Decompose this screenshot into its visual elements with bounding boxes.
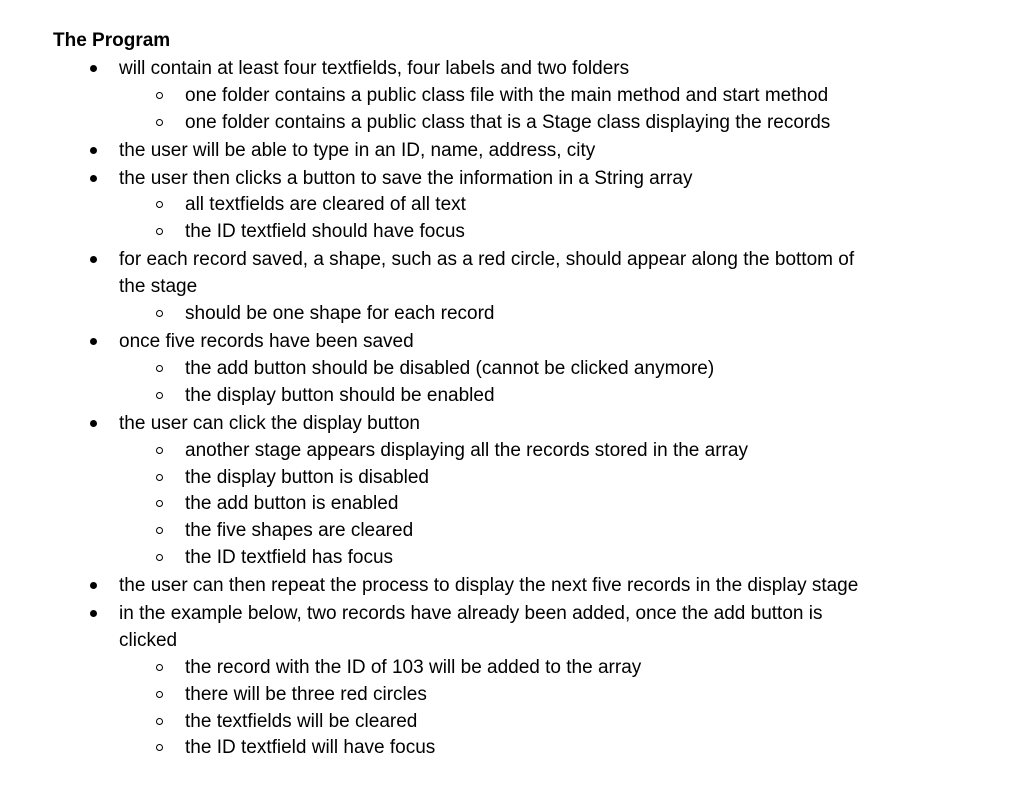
sub-list-item-text: the ID textfield will have focus [185,737,436,758]
sub-list-item-text: another stage appears displaying all the records stored in the array [185,440,748,461]
bullet-icon [87,165,99,192]
list-item-text: in the example below, two records have already been added, once the add button is [119,603,823,624]
sub-list-item-text: the ID textfield should have focus [185,221,465,242]
circle-bullet-icon [153,191,165,218]
list-item-text: the user then clicks a button to save the information in a String array [119,168,693,189]
circle-bullet-icon [153,490,165,517]
circle-bullet-icon [153,654,165,681]
sub-list-item-text: the add button should be disabled (cannot be clicked anymore) [185,358,715,379]
list-item-text: the user will be able to type in an ID, name, address, city [119,140,596,161]
circle-bullet-icon [153,544,165,571]
sub-list-item-text: the ID textfield has focus [185,547,394,568]
sub-list-item-text: the display button should be enabled [185,385,495,406]
circle-bullet-icon [153,109,165,136]
list-item-text: the stage [119,276,198,297]
list-item-text: the user can click the display button [119,413,421,434]
list-item-text: once five records have been saved [119,331,414,352]
sub-list-item-text: the add button is enabled [185,493,399,514]
bullet-icon [87,572,99,599]
bullet-icon [87,600,99,627]
circle-bullet-icon [153,734,165,761]
circle-bullet-icon [153,355,165,382]
list-item-text: for each record saved, a shape, such as a red circle, should appear along the bottom of [119,249,855,270]
bullet-icon [87,410,99,437]
circle-bullet-icon [153,437,165,464]
circle-bullet-icon [153,681,165,708]
document-title: The Program [53,30,171,51]
circle-bullet-icon [153,708,165,735]
sub-list-item-text: the record with the ID of 103 will be added to the array [185,657,642,678]
sub-list-item-text: the display button is disabled [185,467,429,488]
sub-list-item-text: should be one shape for each record [185,303,495,324]
bullet-icon [87,137,99,164]
list-item-text: clicked [119,630,178,651]
sub-list-item-text: all textfields are cleared of all text [185,194,466,215]
circle-bullet-icon [153,82,165,109]
list-item-text: the user can then repeat the process to display the next five records in the display stage [119,575,859,596]
bullet-icon [87,246,99,273]
sub-list-item-text: one folder contains a public class that is a Stage class displaying the records [185,112,831,133]
circle-bullet-icon [153,464,165,491]
sub-list-item-text: there will be three red circles [185,684,427,705]
circle-bullet-icon [153,517,165,544]
sub-list-item-text: the five shapes are cleared [185,520,414,541]
bullet-icon [87,55,99,82]
list-item-text: will contain at least four textfields, four labels and two folders [119,58,630,79]
bullet-icon [87,328,99,355]
sub-list-item-text: one folder contains a public class file with the main method and start method [185,85,829,106]
circle-bullet-icon [153,218,165,245]
circle-bullet-icon [153,300,165,327]
circle-bullet-icon [153,382,165,409]
sub-list-item-text: the textfields will be cleared [185,711,418,732]
